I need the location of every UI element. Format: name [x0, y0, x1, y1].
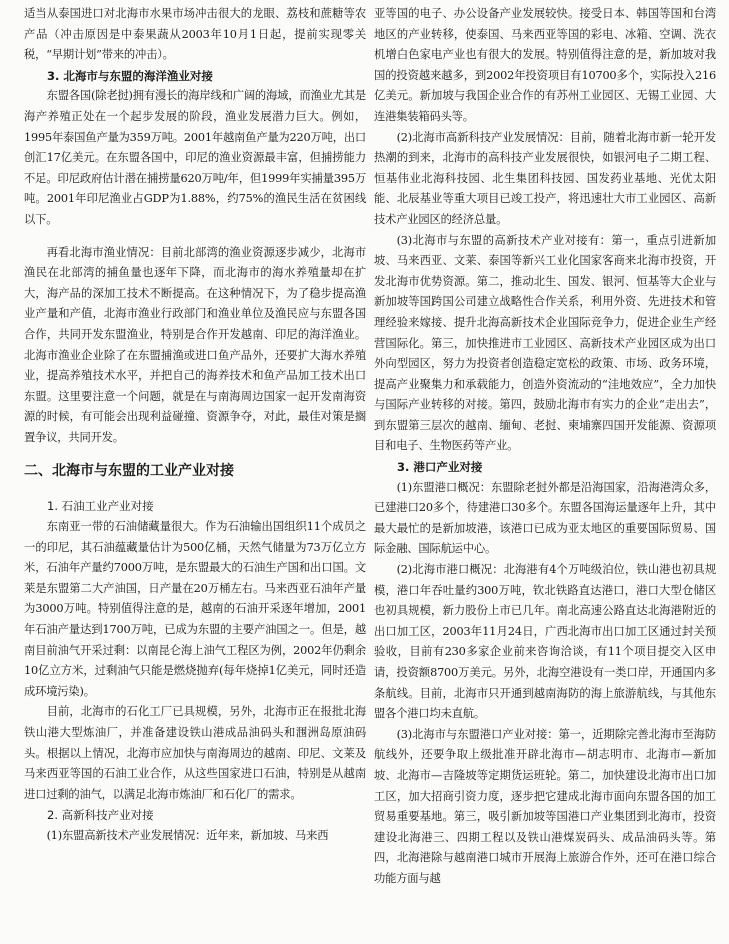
section-heading-industry: 二、北海市与东盟的工业产业对接 — [24, 463, 234, 480]
paragraph-asean-ports: (1)东盟港口概况：东盟除老挝外都是沿海国家，沿海港湾众多，已建港口20多个，待建港口30多个。东盟各国海运量逐年上升，其中最大最忙的是新加坡港，该港口已成为亚太地区的重要国际贸易、国际金融、国际航运中心。 — [374, 480, 716, 556]
right-column — [374, 4, 716, 890]
heading-petroleum: 1. 石油工业产业对接 — [47, 499, 154, 514]
heading-high-tech: 2. 高新科技产业对接 — [47, 808, 154, 823]
paragraph-port-docking: (3)北海市与东盟港口产业对接：第一，近期除完善北海市至海防航线外，还要争取上级批准开辟北海市—胡志明市、北海市—新加坡、北海市—吉隆坡等定期货运班轮。第二，加快建设北海市出口加工区，加大招商引资力度，逐步把它建成北海市面向东盟各国的加工贸易重要基地。第三，吸引新加坡等国港口产业集团到北海市，投资建设北海港三、四期工程以及铁山港煤炭码头、成品油码头等。第四，北海港除与越南港口城市开展海上旅游合作外，还可在港口综合功能方面与越 — [374, 727, 716, 885]
heading-marine-fishery: 3. 北海市与东盟的海洋渔业对接 — [47, 68, 213, 83]
paragraph-beihai-fishery: 再看北海市渔业情况：目前北部湾的渔业资源逐步减少，北海市渔民在北部湾的捕鱼量也逐年下降，而北海市的海水养殖量却在扩大，海产品的深加工技术不断提高。在这种情况下，为了稳步提高渔业产量和产值，北海市渔业行政部门和渔业单位及渔民应与东盟各国合作，共同开发东盟渔业，特别是合作开发越南、印尼的海洋渔业。北海市渔业企业除了在东盟捕渔或进口鱼产品外，还要扩大海水养殖业，提高养殖技术水平，并把自己的海养技术和鱼产品加工技术出口东盟。这里要注意一个问题，就是在与南海周边国家一起开发南海资源的时候，有可能会出现利益碰撞、资源争夺，对此，最佳对策是搁置争议，共同开发。 — [24, 245, 366, 444]
left-column — [24, 4, 366, 847]
paragraph-oil-reserves: 东南亚一带的石油储藏量很大。作为石油输出国组织11个成员之一的印尼，其石油蕴藏量估计为500亿桶，天然气储量为73万亿立方米，石油年产量约7000万吨，是东盟最大的石油生产国和出口国。文莱是东盟第二大产油国，日产量在20万桶左右。马来西亚石油年产量为3000万吨。特别值得注意的是，越南的石油开采逐年增加，2001年石油产量达到1700万吨，已成为东盟的主要产油国之一。但是，越南目前油气开采过剩：以南昆仑海上油气工程区为例，2002年仍剩余10亿立方米，过剩油气只能是燃烧抛弃(每年烧掉1亿美元，同时还造成环境污染)。 — [24, 520, 366, 698]
paragraph-beihai-tech: (2)北海市高新科技产业发展情况：目前，随着北海市新一轮开发热潮的到来，北海市的高科技产业发展很快，如银河电子二期工程、恒基伟业北海科技园、北生集团科技园、国发药业基地、光优太阳能、北辰基业等重大项目已竣工投产，将迅速壮大市工业园区、高新技术产业园区的经济总量。 — [374, 130, 716, 226]
paragraph-fruit-impact: 适当从泰国进口对北海市水果市场冲击很大的龙眼、荔枝和蔗糖等农产品（冲击原因是中泰果蔬从2003年10月1日起，提前实现零关税，“早期计划”带来的冲击）。 — [24, 7, 366, 62]
paragraph-asean-fishery: 东盟各国(除老挝)拥有漫长的海岸线和广阔的海域，而渔业尤其是海产养殖正处在一个起步发展的阶段，渔业发展潜力巨大。例如，1995年泰国鱼产量为359万吨。2001年越南鱼产量为220万吨，出口创汇17亿美元。在东盟各国中，印尼的渔业资源最丰富，但捕捞能力不足。印尼政府估计潜在捕捞量620万吨/年，但1999年实捕量395万吨。2001年印尼渔业占GDP为1.88%，约75%的渔民生活在贫困线以下。 — [24, 89, 366, 226]
paragraph-beihai-petrochem: 目前，北海市的石化工厂已具规模，另外，北海市正在报批北海铁山港大型炼油厂，并准备建设铁山港成品油码头和涠洲岛原油码头。根据以上情况，北海市应加快与南海周边的越南、印尼、文莱及马来西亚等国的石油工业合作，从这些国家进口石油，特别是从越南进口过剩的油气，以满足北海市炼油厂和石化厂的需求。 — [24, 705, 366, 801]
paragraph-asean-tech-start: (1)东盟高新技术产业发展情况：近年来，新加坡、马来西 — [46, 828, 329, 842]
paragraph-asean-tech-cont: 亚等国的电子、办公设备产业发展较快。接受日本、韩国等国和台湾地区的产业转移，使泰国、马来西亚等国的彩电、冰箱、空调、洗衣机增白色家电产业也有很大的发展。特别值得注意的是，新加坡对我国的投资越来越多，到2002年投资项目有10700多个，实际投入216亿美元。新加坡与我国企业合作的有苏州工业园区、无锡工业园、大连港集装箱码头等。 — [374, 7, 716, 123]
heading-port-industry: 3. 港口产业对接 — [397, 460, 483, 475]
paragraph-beihai-port: (2)北海市港口概况：北海港有4个万吨级泊位，铁山港也初具规模，港口年吞吐量约300万吨，钦北铁路直达港口，港口大型仓储区也初具规模，新力股份上市已几年。南北高速公路直达北海港附近的出口加工区，2003年11月24日，广西北海市出口加工区通过封关预验收，目前有230多家企业前来咨询洽谈，有11个项目提交入区申请，投资额8700万美元。另外，北海空港设有一类口岸，开通国内多条航线。目前，北海市只开通到越南海防的海上旅游航线，与其他东盟各个港口均未直航。 — [374, 563, 716, 721]
paragraph-tech-docking: (3)北海市与东盟的高新技术产业对接有：第一，重点引进新加坡、马来西亚、文莱、泰国等新兴工业化国家客商来北海市投资，开发北海市优势资源。第二，推动北生、国发、银河、恒基等大企业与新加坡等国跨国公司建立战略性合作关系，利用外资、先进技术和管理经验来嫁接、提升北海高新技术企业国际竞争力，促进企业生产经营国际化。第三，加快推进市工业园区、高新技术产业园区成为出口外向型园区，努力为投资者创造稳定宽松的政策、市场、政务环境，提高产业聚集力和承载能力，创造外资流动的“洼地效应”，全力加快与国际产业转移的对接。第四，鼓励北海市有实力的企业“走出去”，到东盟第三层次的越南、缅甸、老挝、柬埔寨四国开发能源、资源项目和电子、生物医药等产业。 — [374, 233, 716, 453]
